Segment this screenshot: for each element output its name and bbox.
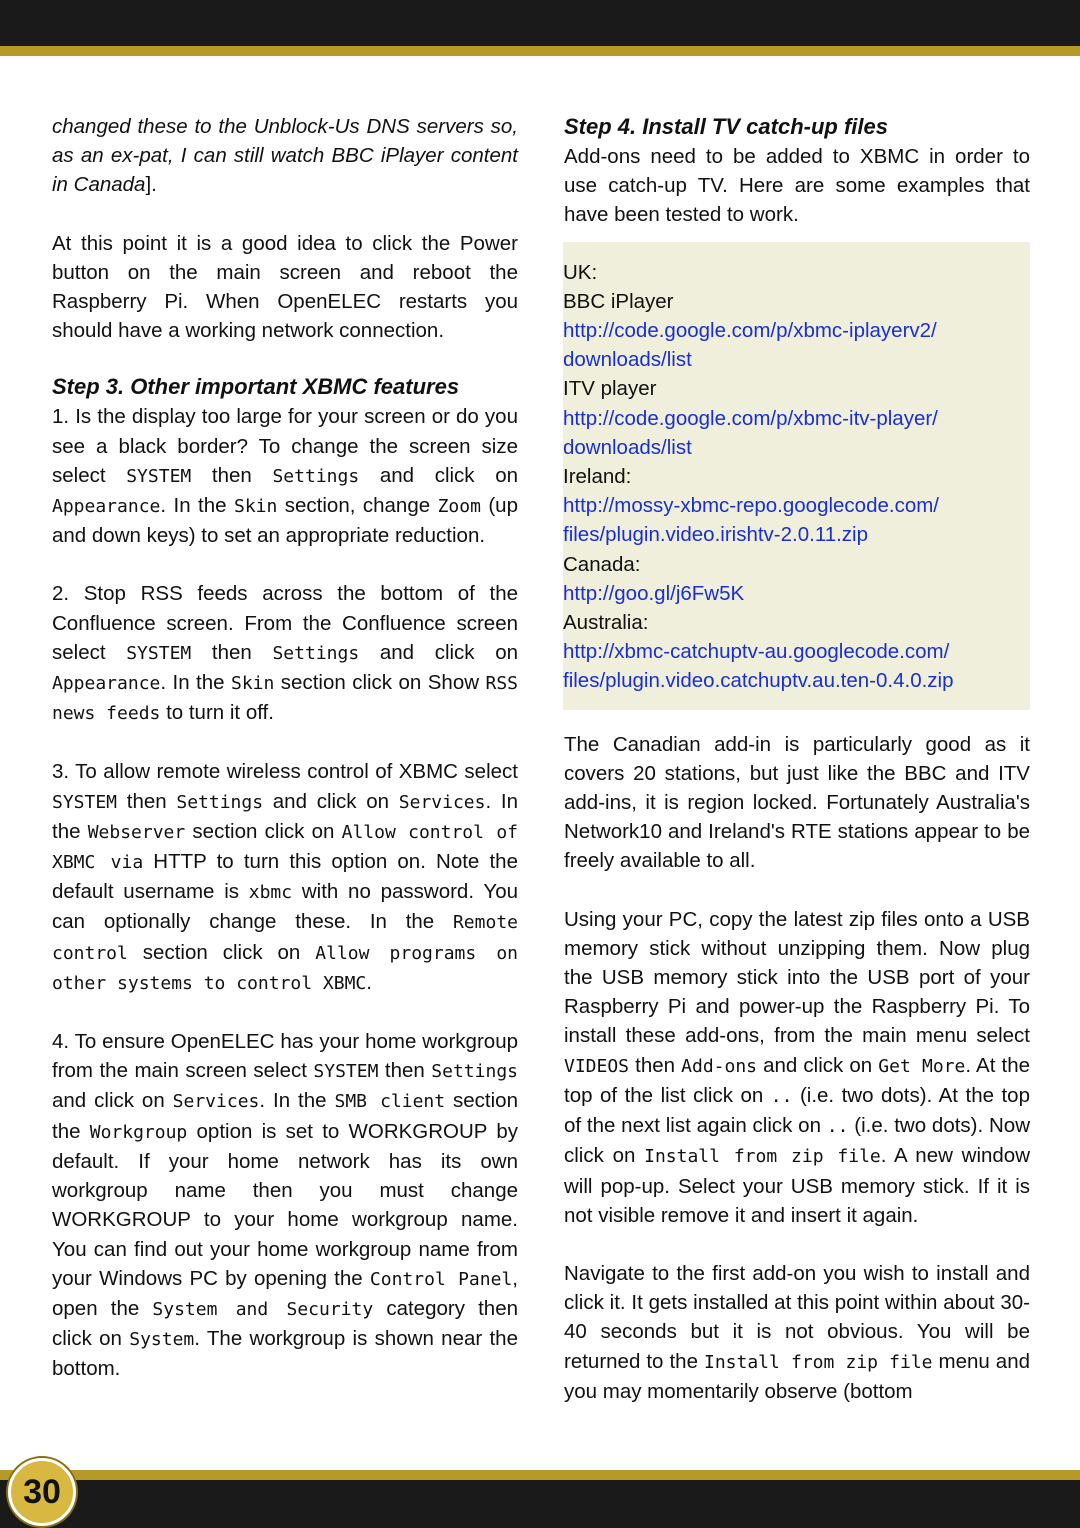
region-label-ireland: Ireland: (563, 465, 632, 489)
page-number-badge (8, 1458, 76, 1526)
item-4-paragraph: 4. To ensure OpenELEC has your home workgroup from the main screen select SYSTEM then Settings and click on Services. In the SMB client section the Workgroup option is set to WORKGROUP by default. If your home network has its own workgroup name then you must change WORKGROUP to your home workgroup name. You can find out your home workgroup name from your Windows PC by opening the Control Panel, open the System and Security category then click on System. The workgroup is shown near the bottom. (52, 1030, 518, 1381)
addon-links-box (563, 242, 1030, 710)
link-bbc-iplayer-line1[interactable]: http://code.google.com/p/xbmc-iplayerv2/ (563, 319, 937, 343)
item-1-paragraph: 1. Is the display too large for your screen or do you see a black border? To change the screen size select SYSTEM then Settings and click on Appearance. In the Skin section, change Zoom (up and down keys) to set an appropriate reduction. (52, 405, 519, 548)
intro-paragraph: changed these to the Unblock-Us DNS servers so, as an ex-pat, I can still watch BBC iPlayer content in Canada]. (52, 115, 518, 197)
link-irishtv-line2[interactable]: files/plugin.video.irishtv-2.0.11.zip (563, 523, 868, 547)
step3-heading: Step 3. Other important XBMC features (52, 374, 460, 400)
canadian-addin-paragraph: The Canadian add-in is particularly good as it covers 20 stations, but just like the BBC and ITV add-ins, it is region locked. Fortunately Australia's Network10 and Ireland's RTE stations appear to be freely available to all. (564, 732, 1030, 873)
footer-bar (0, 1480, 1080, 1528)
footer-accent-stripe (0, 1470, 1080, 1480)
region-label-uk: UK: (563, 260, 598, 284)
region-label-australia: Australia: (563, 611, 649, 635)
left-column (52, 112, 518, 1384)
addon-name-bbc: BBC iPlayer (563, 289, 674, 313)
header-bar (0, 0, 1080, 46)
page-number: 30 (23, 1472, 61, 1511)
link-itv-player-line1[interactable]: http://code.google.com/p/xbmc-itv-player/ (563, 406, 938, 430)
step4-intro-paragraph: Add-ons need to be added to XBMC in order to use catch-up TV. Here are some examples that have been tested to work. (564, 145, 1030, 227)
item-3-paragraph: 3. To allow remote wireless control of XBMC select SYSTEM then Settings and click on Services. In the Webserver section click on Allow control of XBMC via HTTP to turn this option on. Note the default username is xbmc with no password. You can optionally change these. In the Remote control section click on Allow programs on other systems to control XBMC. (52, 760, 518, 994)
power-paragraph: At this point it is a good idea to click the Power button on the main screen and reboot the Raspberry Pi. When OpenELEC restarts you should have a working network connection. (52, 231, 518, 343)
step4-heading: Step 4. Install TV catch-up files (564, 114, 888, 139)
usb-install-paragraph: Using your PC, copy the latest zip files onto a USB memory stick without unzipping them. Now plug the USB memory stick into the USB port of your Raspberry Pi and power-up the Raspberry Pi. To install these add-ons, from the main menu select VIDEOS then Add-ons and click on Get More. At the top of the list click on .. (i.e. two dots). At the top of the next list again click on .. (i.e. two dots). Now click on Install from zip file. A new window will pop-up. Select your USB memory stick. If it is not visible remove it and insert it again. (564, 907, 1031, 1227)
link-catchuptv-au-line2[interactable]: files/plugin.video.catchuptv.au.ten-0.4.0.zip (563, 669, 954, 693)
region-label-canada: Canada: (563, 552, 641, 576)
link-catchuptv-au-line1[interactable]: http://xbmc-catchuptv-au.googlecode.com/ (563, 640, 950, 664)
link-canada[interactable]: http://goo.gl/j6Fw5K (563, 581, 745, 605)
item-2-paragraph: 2. Stop RSS feeds across the bottom of the Confluence screen. From the Confluence screen select SYSTEM then Settings and click on Appearance. In the Skin section click on Show RSS news feeds to turn it off. (52, 582, 519, 725)
header-accent-stripe (0, 46, 1080, 56)
navigate-paragraph: Navigate to the first add-on you wish to install and click it. It gets installed at this point within about 30-40 seconds but it is not obvious. You will be returned to the Install from zip file menu and you may momentarily observe (bottom (564, 1261, 1030, 1403)
link-itv-player-line2[interactable]: downloads/list (563, 435, 692, 459)
link-bbc-iplayer-line2[interactable]: downloads/list (563, 348, 692, 372)
right-column (564, 112, 1030, 1406)
link-irishtv-line1[interactable]: http://mossy-xbmc-repo.googlecode.com/ (563, 494, 939, 518)
addon-name-itv: ITV player (563, 377, 657, 401)
